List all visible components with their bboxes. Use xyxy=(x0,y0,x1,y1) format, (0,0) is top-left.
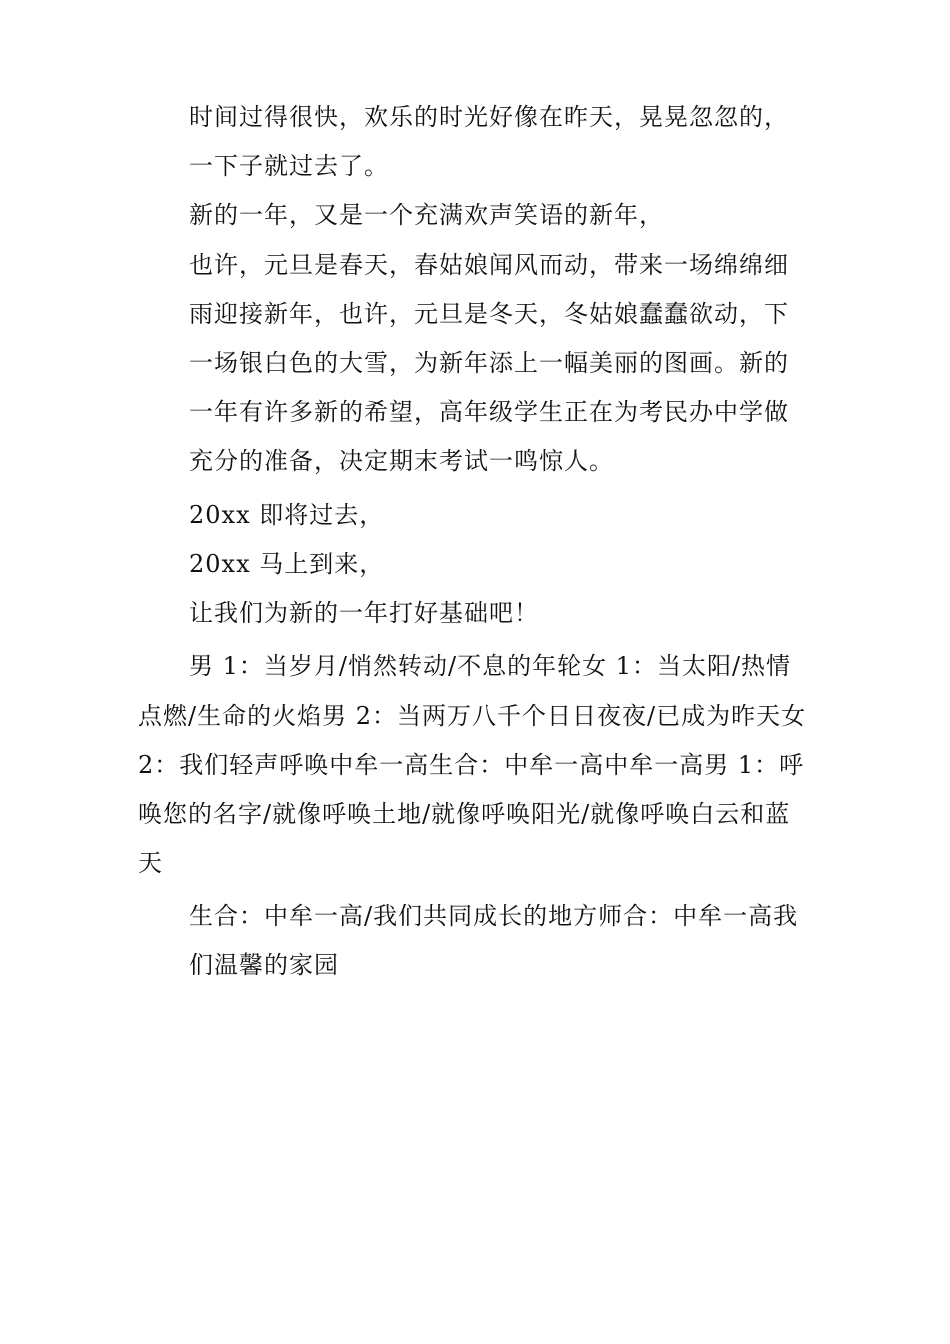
text-line: 2：我们轻声呼唤中牟一高生合：中牟一高中牟一高男 1：呼 xyxy=(138,751,805,779)
text-line: 时间过得很快，欢乐的时光好像在昨天，晃晃忽忽的， xyxy=(189,103,789,131)
text-line: 新的一年，又是一个充满欢声笑语的新年， xyxy=(189,201,664,229)
text-line: 生合：中牟一高/我们共同成长的地方师合：中牟一高我 xyxy=(189,902,799,930)
text-line: 20xx 即将过去， xyxy=(189,501,385,529)
text-line: 20xx 马上到来， xyxy=(189,550,385,578)
text-line: 一年有许多新的希望，高年级学生正在为考民办中学做 xyxy=(189,398,789,426)
text-line: 点燃/生命的火焰男 2：当两万八千个日日夜夜/已成为昨天女 xyxy=(138,702,807,730)
text-line: 一下子就过去了。 xyxy=(189,152,389,180)
text-line: 天 xyxy=(138,849,163,877)
text-line: 们温馨的家园 xyxy=(189,951,339,979)
text-line: 充分的准备，决定期末考试一鸣惊人。 xyxy=(189,447,614,475)
text-line: 唤您的名字/就像呼唤土地/就像呼唤阳光/就像呼唤白云和蓝 xyxy=(138,800,791,828)
text-line: 雨迎接新年，也许，元旦是冬天，冬姑娘蠢蠢欲动，下 xyxy=(189,300,789,328)
text-line: 也许，元旦是春天，春姑娘闻风而动，带来一场绵绵细 xyxy=(189,251,789,279)
text-line: 男 1：当岁月/悄然转动/不息的年轮女 1：当太阳/热情 xyxy=(189,652,792,680)
text-line: 一场银白色的大雪，为新年添上一幅美丽的图画。新的 xyxy=(189,349,789,377)
text-line: 让我们为新的一年打好基础吧！ xyxy=(189,599,539,627)
